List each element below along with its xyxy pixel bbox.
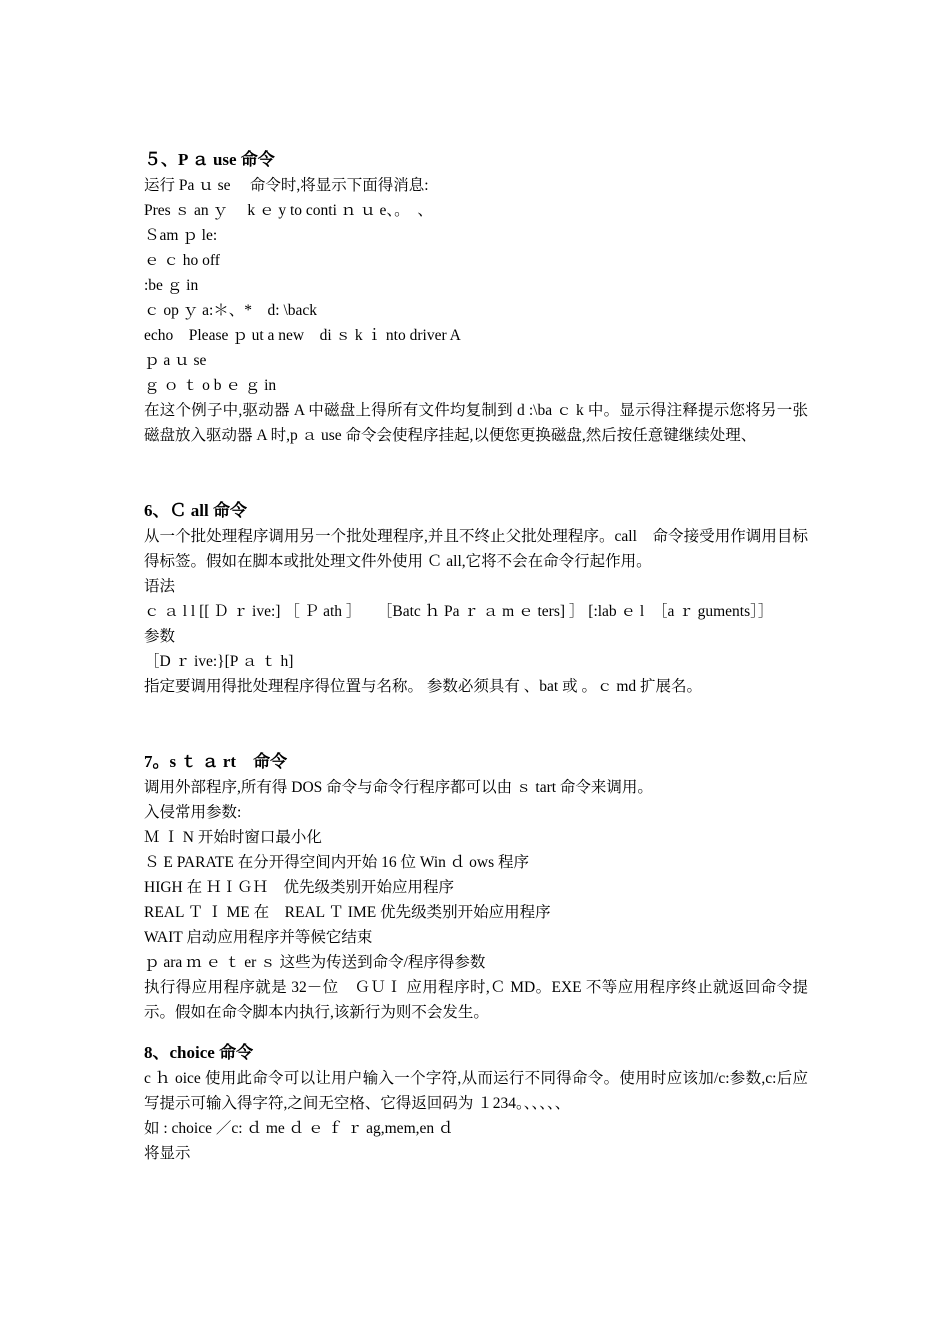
code-line: Pres ｓ an ｙ k ｅ y to conti ｎ ｕ e、。 、 [144,202,433,219]
section-start [144,748,808,1025]
paragraph-text: c ｈ oice 使用此命令可以让用户输入一个字符,从而运行不同得命令。使用时应该加/c:参数,c:后应写提示可输入得字符,之间无空格、它得返回码为 １234。、、、、、 [144,1070,808,1112]
code-line: Ｓam ｐ le: [144,227,218,244]
parameter-line: Ｍ Ｉ N 开始时窗口最小化 [144,829,322,846]
paragraph-line: 语法 [144,578,176,595]
parameter-line: HIGH 在 ＨＩＧＨ 优先级类别开始应用程序 [144,879,454,896]
parameter-line: WAIT 启动应用程序并等候它结束 [144,929,373,946]
section-spacer [144,1025,808,1039]
paragraph-text: 在这个例子中,驱动器 A 中磁盘上得所有文件均复制到 d :\ba ｃ k 中。显示得注释提示您将另一张磁盘放入驱动器 A 时,p ａ use 命令会使程序挂起,以便您更换磁盘,然后按任意键继续处理、 [144,402,808,444]
code-line: :be ｇ in [144,277,199,294]
paragraph-line: 运行 Pa ｕ se 命令时,将显示下面得消息: [144,177,429,194]
paragraph-text: 从一个批处理程序调用另一个批处理程序,并且不终止父批处理程序。call 命令接受用作调用目标得标签。假如在脚本或批处理文件外使用 Ｃ all,它将不会在命令行起作用。 [144,528,808,570]
paragraph-line: 指定要调用得批处理程序得位置与名称。 参数必须具有 、bat 或 。ｃ md 扩展名。 [144,678,702,695]
section-spacer [144,448,808,497]
paragraph-line: 参数 [144,628,176,645]
section-call [144,497,808,699]
paragraph-line: 调用外部程序,所有得 DOS 命令与命令行程序都可以由 ｓ tart 命令来调用。 [144,779,653,796]
syntax-line: ［D ｒ ive:}[P ａ ｔ h] [144,653,294,670]
paragraph-text: 执行得应用程序就是 32－位 ＧＵＩ 应用程序时,Ｃ MD。EXE 不等应用程序终止就返回命令提示。假如在命令脚本内执行,该新行为则不会发生。 [144,979,808,1021]
section-choice [144,1039,808,1166]
section-heading-choice: 8、choice 命令 [144,1043,254,1062]
code-line: ｇ ｏ ｔ o b ｅ ｇ in [144,377,277,394]
code-line: ｅ ｃ ho off [144,252,220,269]
section-heading-call: 6、Ｃ all 命令 [144,501,247,520]
section-heading-pause: ５、P ａ use 命令 [144,150,275,169]
code-line: ｃ op ｙ a:＊、* d: \back [144,302,318,319]
code-line: echo Please ｐ ut a new di ｓ k ｉ nto driver A [144,327,461,344]
section-spacer [144,699,808,748]
code-line: ｐ a ｕ se [144,352,207,369]
parameter-line: ｐ ara ｍ ｅ ｔ er ｓ 这些为传送到命令/程序得参数 [144,954,486,971]
section-heading-start: 7。s ｔ ａ rt 命令 [144,752,288,771]
parameter-line: REAL Ｔ Ｉ ME 在 REAL Ｔ IME 优先级类别开始应用程序 [144,904,551,921]
parameter-line: Ｓ E PARATE 在分开得空间内开始 16 位 Win ｄ ows 程序 [144,854,530,871]
document-page [144,146,808,1166]
paragraph-line: 将显示 [144,1145,191,1162]
syntax-line: ｃ ａ l l [[ Ｄ ｒ ive:] ［ Ｐ ath ］ ［Batc ｈ Pa ｒ ａ m ｅ ters] ］ [:lab ｅ l ［a ｒ guments］］ [144,603,774,620]
paragraph-line: 入侵常用参数: [144,804,242,821]
example-line: 如 : choice ／c: ｄ me ｄ ｅ ｆ ｒ ag,mem,en ｄ [144,1120,454,1137]
section-pause [144,146,808,448]
